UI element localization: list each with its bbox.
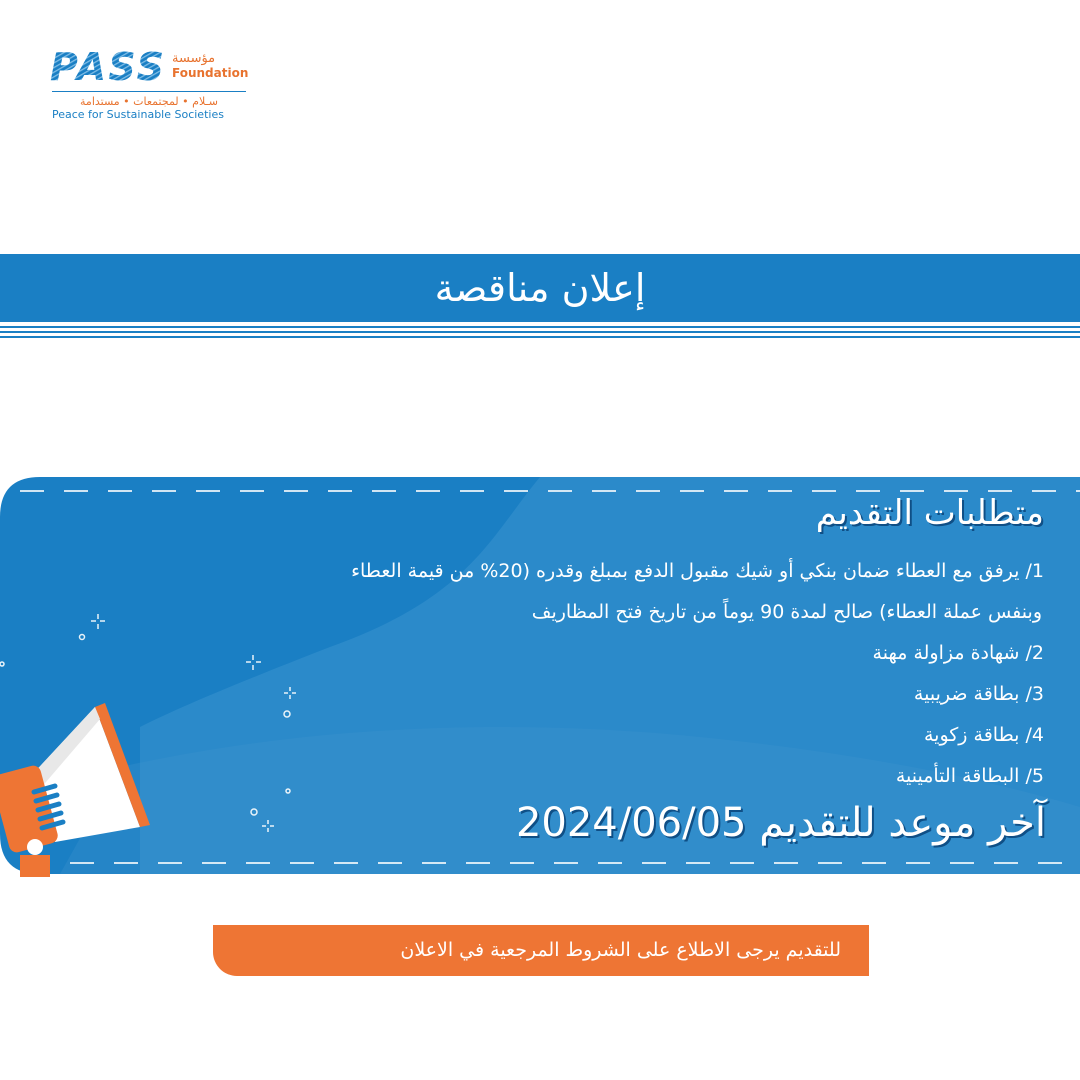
- deadline: آخر موعد للتقديم 2024/06/05: [515, 800, 1046, 846]
- requirement-line-5: 5/ البطاقة التأمينية: [895, 765, 1044, 787]
- logo-tagline-en: Peace for Sustainable Societies: [52, 108, 224, 121]
- requirement-line-4: 4/ بطاقة زكوية: [923, 724, 1044, 746]
- banner-stripe-1: [0, 326, 1080, 328]
- pass-logo: [50, 46, 250, 122]
- requirement-line-3: 3/ بطاقة ضريبية: [913, 683, 1044, 705]
- banner-stripe-3: [0, 336, 1080, 338]
- banner-stripe-2: [0, 331, 1080, 333]
- megaphone-icon: [0, 697, 160, 877]
- requirement-line-1: 1/ يرفق مع العطاء ضمان بنكي أو شيك مقبول الدفع بمبلغ وقدره (20% من قيمة العطاء: [351, 560, 1044, 582]
- note-text: للتقديم يرجى الاطلاع على الشروط المرجعية في الاعلان: [400, 939, 841, 961]
- requirement-line-2: 2/ شهادة مزاولة مهنة: [872, 642, 1044, 664]
- logo-name-ar: مؤسسة: [172, 51, 216, 66]
- logo-tagline-ar: سـلام • لمجتمعات • مستدامة: [80, 95, 218, 108]
- logo-divider: [52, 91, 246, 92]
- requirement-line-1-cont: وبنفس عملة العطاء) صالح لمدة 90 يوماً من تاريخ فتح المظاريف: [531, 601, 1042, 623]
- logo-name-en: Foundation: [172, 66, 249, 80]
- pass-logo-mark: [50, 46, 168, 86]
- svg-text:PASS: PASS: [50, 46, 164, 86]
- requirements-title: متطلبات التقديم: [815, 493, 1044, 533]
- page-title: إعلان مناقصة: [434, 266, 646, 310]
